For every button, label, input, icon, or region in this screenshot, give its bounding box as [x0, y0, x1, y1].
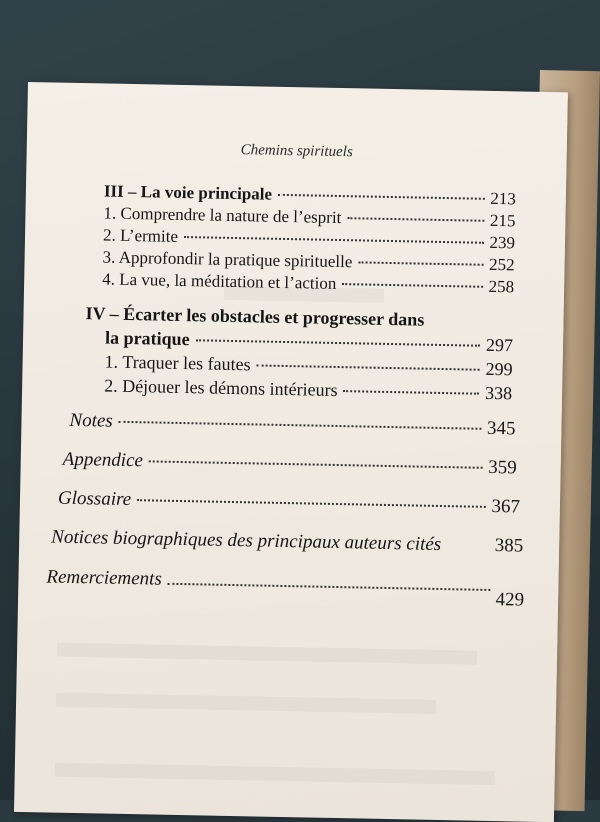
- dot-leader: [119, 421, 481, 430]
- toc-entry-page: 367: [491, 495, 521, 518]
- show-through-mark: [55, 763, 495, 785]
- dot-leader: [257, 364, 480, 370]
- toc-entry-label: 4. La vue, la méditation et l’action: [102, 269, 337, 293]
- toc-entry-remerciements[interactable]: [46, 566, 525, 611]
- dot-leader: [347, 217, 484, 222]
- running-title: Chemins spirituels: [240, 142, 353, 161]
- toc-entry-page: 429: [495, 589, 525, 611]
- toc-entry-page: 359: [487, 456, 517, 479]
- dot-leader: [149, 460, 482, 468]
- dot-leader: [184, 236, 484, 244]
- toc-entry-label: 1. Traquer les fautes: [104, 351, 251, 375]
- toc-entry-label: Remerciements: [46, 566, 163, 590]
- toc-entry-page: 338: [484, 382, 513, 404]
- toc-entry-page: 213: [490, 188, 517, 209]
- toc-entry-label: III – La voie principale: [103, 181, 273, 204]
- dot-leader: [137, 499, 485, 508]
- dot-leader: [358, 261, 483, 265]
- toc-entry-notices[interactable]: [51, 527, 523, 558]
- toc-entry-iv-2[interactable]: [104, 376, 512, 405]
- dot-leader: [278, 194, 484, 200]
- toc-entry-glossaire[interactable]: [58, 488, 520, 519]
- toc-entry-label: 3. Approfondir la pratique spirituelle: [102, 247, 353, 272]
- dot-leader: [342, 283, 482, 288]
- toc-entry-label: Notes: [69, 409, 113, 432]
- show-through-mark: [57, 643, 477, 665]
- toc-entry-label: Notices biographiques des principaux auteurs cités: [51, 526, 442, 556]
- toc-entry-page: 299: [485, 358, 513, 380]
- dot-leader: [168, 583, 490, 591]
- show-through-mark: [56, 693, 436, 714]
- toc-entry-label: 2. L’ermite: [102, 225, 179, 246]
- toc-entry-page: 215: [489, 210, 516, 231]
- toc-entry-page: 385: [494, 535, 524, 557]
- toc-entry-page: 297: [485, 334, 514, 356]
- book-page: [14, 82, 568, 822]
- toc-entry-label: Appendice: [62, 448, 144, 472]
- toc-entry-label: Glossaire: [57, 487, 132, 511]
- toc-entry-page: 258: [488, 276, 515, 297]
- spacer: [441, 550, 495, 551]
- toc-entry-page: 252: [488, 254, 515, 275]
- toc-entry-label: 1. Comprendre la nature de l’esprit: [103, 203, 342, 228]
- toc-entry-page: 345: [486, 417, 516, 440]
- toc-entry-section-iv-line1[interactable]: IV – Écarter les obstacles et progresser dans: [85, 303, 425, 330]
- toc-entry-notes[interactable]: [69, 410, 515, 441]
- toc-entry-page: 239: [489, 232, 516, 253]
- toc-entry-label: la pratique: [104, 327, 190, 350]
- toc-entry-appendice[interactable]: [63, 449, 517, 480]
- dot-leader: [344, 390, 480, 395]
- toc-entry-label: 2. Déjouer les démons intérieurs: [103, 375, 338, 400]
- dot-leader: [196, 339, 480, 346]
